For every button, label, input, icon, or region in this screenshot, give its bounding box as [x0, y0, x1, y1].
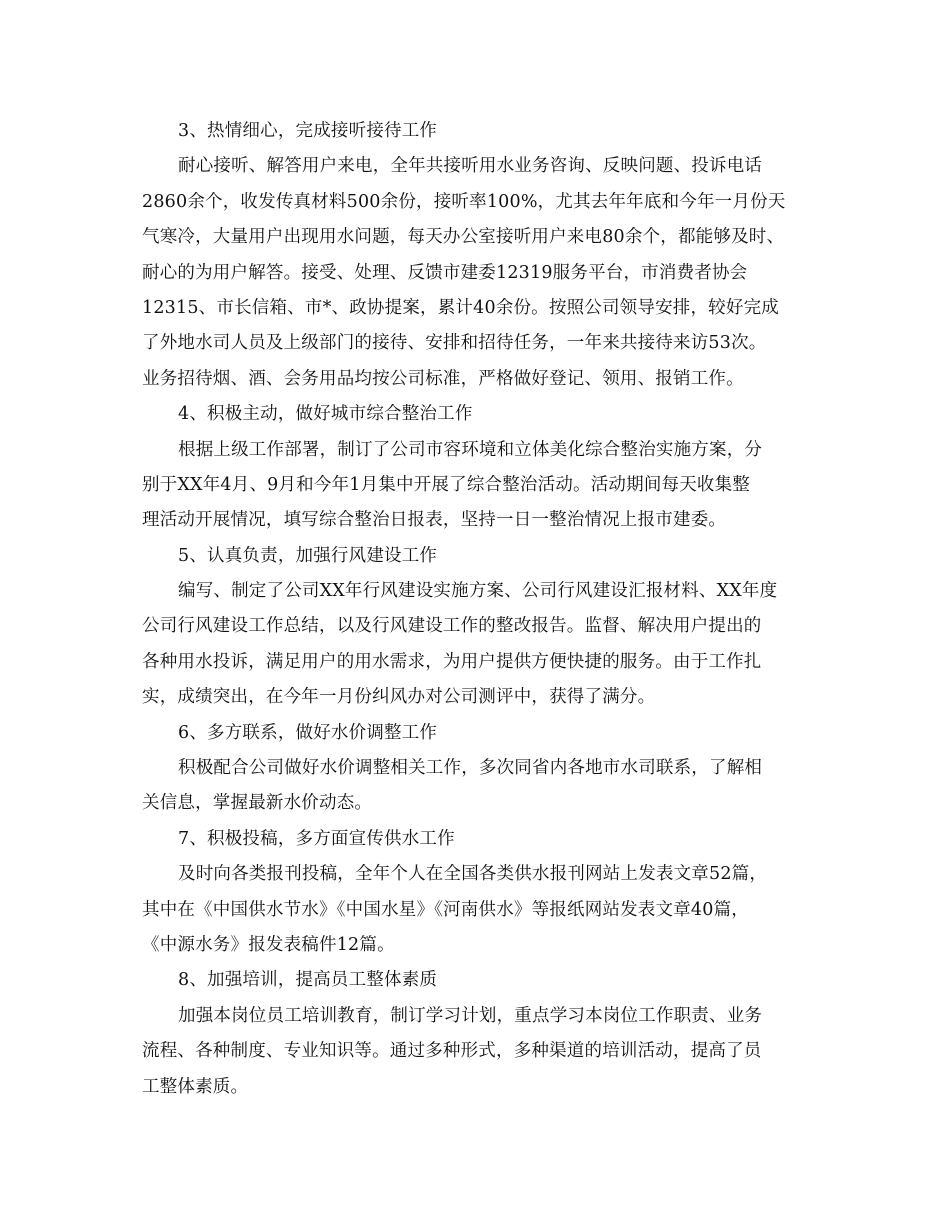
paragraph-line: 《中源水务》报发表稿件12篇。	[142, 934, 395, 955]
paragraph-line: 流程、各种制度、专业知识等。通过多种形式，多种渠道的培训活动，提高了员	[142, 1041, 762, 1062]
paragraph-line-first: 积极配合公司做好水价调整相关工作，多次同省内各地市水司联系，了解相	[178, 758, 763, 779]
paragraph-line: 公司行风建设工作总结，以及行风建设工作的整改报告。监督、解决用户提出的	[142, 616, 762, 637]
paragraph-line-first: 及时向各类报刊投稿，全年个人在全国各类供水报刊网站上发表文章52篇，	[178, 864, 768, 885]
paragraph-line-first: 加强本岗位员工培训教育，制订学习计划，重点学习本岗位工作职责、业务	[178, 1005, 763, 1026]
paragraph-line: 业务招待烟、酒、会务用品均按公司标准，严格做好登记、领用、报销工作。	[142, 368, 744, 389]
paragraph-line-first: 3、热情细心，完成接听接待工作	[178, 121, 438, 141]
paragraph-line-first: 8、加强培训，提高员工整体素质	[178, 970, 438, 991]
paragraph-line: 2860余个，收发传真材料500余份，接听率100%，尤其去年年底和今年一月份天	[142, 191, 786, 212]
paragraph-line-first: 7、积极投稿，多方面宣传供水工作	[178, 828, 455, 849]
paragraph-line: 气寒冷，大量用户出现用水问题，每天办公室接听用户来电80余个，都能够及时、	[142, 227, 785, 248]
paragraph-line-first: 编写、制定了公司XX年行风建设实施方案、公司行风建设汇报材料、XX年度	[178, 581, 778, 602]
paragraph-line-first: 4、积极主动，做好城市综合整治工作	[178, 404, 473, 425]
paragraph-line: 关信息，掌握最新水价动态。	[142, 793, 373, 814]
paragraph-line-first: 5、认真负责，加强行风建设工作	[178, 545, 438, 566]
paragraph-line: 实，成绩突出，在今年一月份纠风办对公司测评中，获得了满分。	[142, 687, 656, 708]
paragraph-line-first: 根据上级工作部署，制订了公司市容环境和立体美化综合整治实施方案，分	[178, 439, 763, 460]
paragraph-line-first: 耐心接听、解答用户来电，全年共接听用水业务咨询、反映问题、投诉电话	[178, 156, 763, 177]
paragraph-line: 各种用水投诉，满足用户的用水需求，为用户提供方便快捷的服务。由于工作扎	[142, 651, 762, 672]
paragraph-line: 了外地水司人员及上级部门的接待、安排和招待任务，一年来共接待来访53次。	[142, 333, 767, 354]
paragraph-line-first: 6、多方联系，做好水价调整工作	[178, 722, 438, 743]
paragraph-line: 理活动开展情况，填写综合整治日报表，坚持一日一整治情况上报市建委。	[142, 510, 727, 531]
paragraph-line: 耐心的为用户解答。接受、处理、反馈市建委12319服务平台，市消费者协会	[142, 262, 748, 283]
paragraph-line: 其中在《中国供水节水》《中国水星》《河南供水》等报纸网站发表文章40篇，	[142, 899, 749, 920]
paragraph-line: 工整体素质。	[142, 1076, 249, 1097]
paragraph-line: 12315、市长信箱、市*、政协提案，累计40余份。按照公司领导安排，较好完成	[142, 297, 779, 318]
document-page	[142, 114, 810, 1105]
paragraph-line: 别于XX年4月、9月和今年1月集中开展了综合整治活动。活动期间每天收集整	[142, 474, 751, 495]
